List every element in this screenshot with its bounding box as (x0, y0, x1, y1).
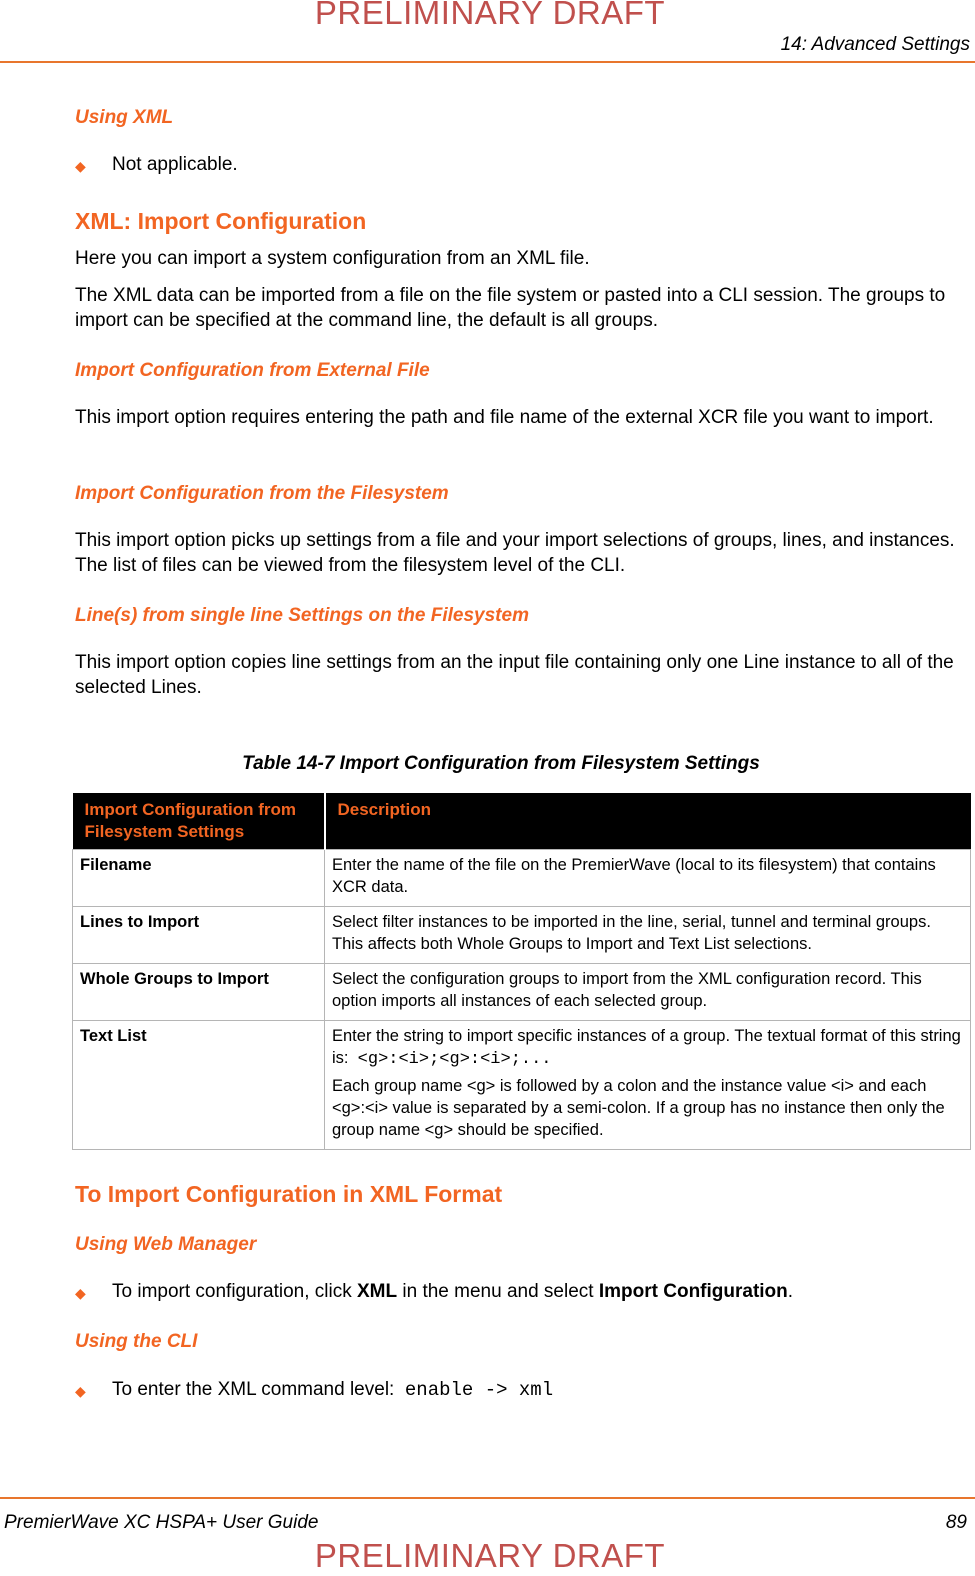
watermark-top: PRELIMINARY DRAFT (314, 0, 666, 31)
chapter-title: 14: Advanced Settings (780, 34, 970, 55)
table-row (73, 850, 971, 907)
diamond-bullet-icon: ◆ (75, 1383, 86, 1399)
row-name: Lines to Import (73, 907, 325, 964)
table-row (73, 1021, 971, 1150)
table-row (73, 907, 971, 964)
header-rule (0, 61, 975, 63)
single-line-para: This import option copies line settings from an the input file containing only one Line instance to all of the selected Lines. (75, 652, 954, 698)
row-name: Whole Groups to Import (73, 964, 325, 1021)
row-description (325, 1021, 971, 1150)
row-description: Select filter instances to be imported in the line, serial, tunnel and terminal groups. This affects both Whole Groups to Import and Text List selections. (325, 907, 971, 964)
filesystem-heading: Import Configuration from the Filesystem (75, 483, 449, 504)
text-list-format-code: <g>:<i>;<g>:<i>;... (357, 1050, 552, 1069)
row-name: Text List (73, 1021, 325, 1150)
external-file-heading: Import Configuration from External File (75, 360, 430, 381)
diamond-bullet-icon: ◆ (75, 158, 86, 174)
web-manager-heading: Using Web Manager (75, 1234, 257, 1255)
table-header-description: Description (325, 793, 971, 850)
footer-rule (0, 1497, 975, 1499)
page-number: 89 (945, 1512, 967, 1533)
import-config-para1: Here you can import a system configuration from an XML file. (75, 248, 590, 269)
row-description: Enter the name of the file on the PremierWave (local to its filesystem) that contains XCR data. (325, 850, 971, 907)
filesystem-para: This import option picks up settings from a file and your import selections of groups, lines, and instances. The list of files can be viewed from the filesystem level of the CLI. (75, 530, 955, 576)
table-header-setting: Import Configuration from Filesystem Settings (73, 793, 325, 850)
row-description: Select the configuration groups to import from the XML configuration record. This option imports all instances of each selected group. (325, 964, 971, 1021)
import-config-heading: XML: Import Configuration (75, 208, 367, 234)
single-line-heading: Line(s) from single line Settings on the Filesystem (75, 605, 529, 626)
external-file-para: This import option requires entering the path and file name of the external XCR file you want to import. (75, 407, 934, 428)
using-xml-heading: Using XML (75, 107, 174, 128)
footer-guide-title: PremierWave XC HSPA+ User Guide (4, 1512, 319, 1533)
settings-table (72, 793, 971, 1150)
table-caption: Table 14-7 Import Configuration from Filesystem Settings (242, 753, 760, 774)
diamond-bullet-icon: ◆ (75, 1285, 86, 1301)
to-import-heading: To Import Configuration in XML Format (75, 1181, 503, 1207)
watermark-bottom: PRELIMINARY DRAFT (314, 1537, 666, 1574)
row-name: Filename (73, 850, 325, 907)
table-row (73, 964, 971, 1021)
cli-heading: Using the CLI (75, 1331, 198, 1352)
text-list-desc-2: Each group name <g> is followed by a colon and the instance value <i> and each <g>:<i> value is separated by a semi-colon. If a group has no instance then only the group name <g> should be specified. (332, 1077, 945, 1139)
import-config-para2: The XML data can be imported from a file on the file system or pasted into a CLI session. The groups to import can be specified at the command line, the default is all groups. (75, 285, 946, 331)
cli-command-code: enable -> xml (404, 1379, 554, 1401)
text-list-desc-1: Enter the string to import specific instances of a group. The textual format of this string is: <g>:<i>;<g>:<i>;... (332, 1027, 961, 1069)
